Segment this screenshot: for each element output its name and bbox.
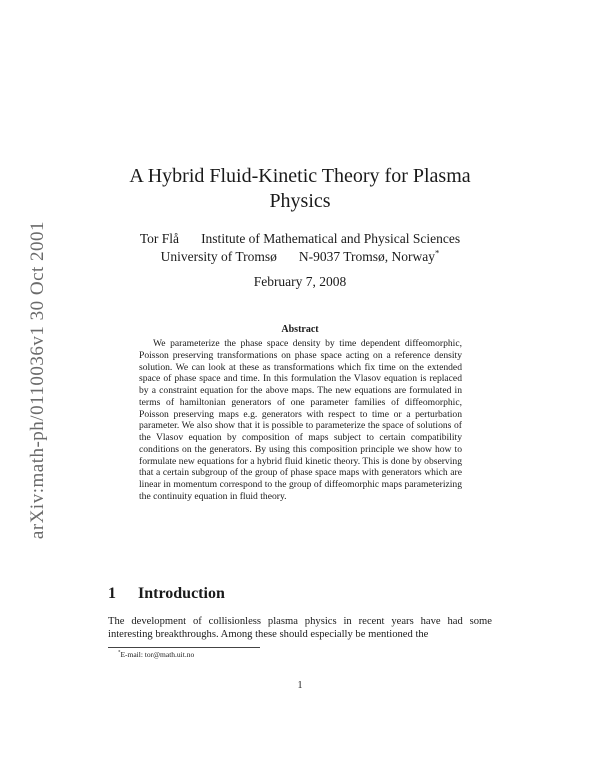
arxiv-stamp: arXiv:math-ph/0110036v1 30 Oct 2001	[27, 220, 48, 540]
author-institute: Institute of Mathematical and Physical Sciences	[201, 231, 461, 246]
paper-date: February 7, 2008	[253, 274, 347, 289]
section-number: 1	[108, 585, 116, 602]
author-footnote-marker: *	[435, 247, 440, 258]
page-number: 1	[297, 680, 303, 691]
intro-paragraph: The development of collisionless plasma physics in recent years have had some interesting breakthroughs. Among these should especially be mentioned the	[108, 616, 492, 640]
abstract-heading: Abstract	[281, 324, 319, 335]
author-line-1	[100, 230, 500, 247]
section-title: Introduction	[138, 585, 225, 602]
footnote-rule	[108, 647, 260, 648]
author-name: Tor Flå	[139, 231, 180, 246]
author-address: N-9037 Tromsø, Norway	[298, 249, 436, 264]
author-line-2	[100, 248, 500, 265]
footnote-marker: *	[118, 650, 121, 656]
footnote-text: E-mail: tor@math.uit.no	[120, 650, 195, 659]
abstract-text: We parameterize the phase space density by time dependent diffeomorphic, Poisson preserving transformations on phase space acting on a reference density solution. We can look at these as transformations which fix time on the extended space of phase space and time. In this formulation the Vlasov equation is replaced by a constraint equation for the above maps. The new equations are formulated in terms of hamiltonian generators of one parameter families of diffeomorphic, Poisson preserving maps e.g. generators with respect to time or a perturbation parameter. We also show that it is possible to parameterize the space of solutions of the Vlasov equation by composition of maps subject to certain compatibility conditions on the generators. By using this composition principle we show how to formulate new equations for a hybrid fluid kinetic theory. This is done by observing that a certain subgroup of the group of phase space maps with generators which are linear in momentum correspond to the group of diffeomorphic maps parameterizing the continuity equation in fluid theory.	[139, 338, 462, 502]
section-heading	[108, 585, 225, 603]
footnote	[118, 650, 194, 659]
paper-title: A Hybrid Fluid-Kinetic Theory for Plasma Physics	[129, 165, 471, 212]
author-university: University of Tromsø	[160, 249, 277, 264]
